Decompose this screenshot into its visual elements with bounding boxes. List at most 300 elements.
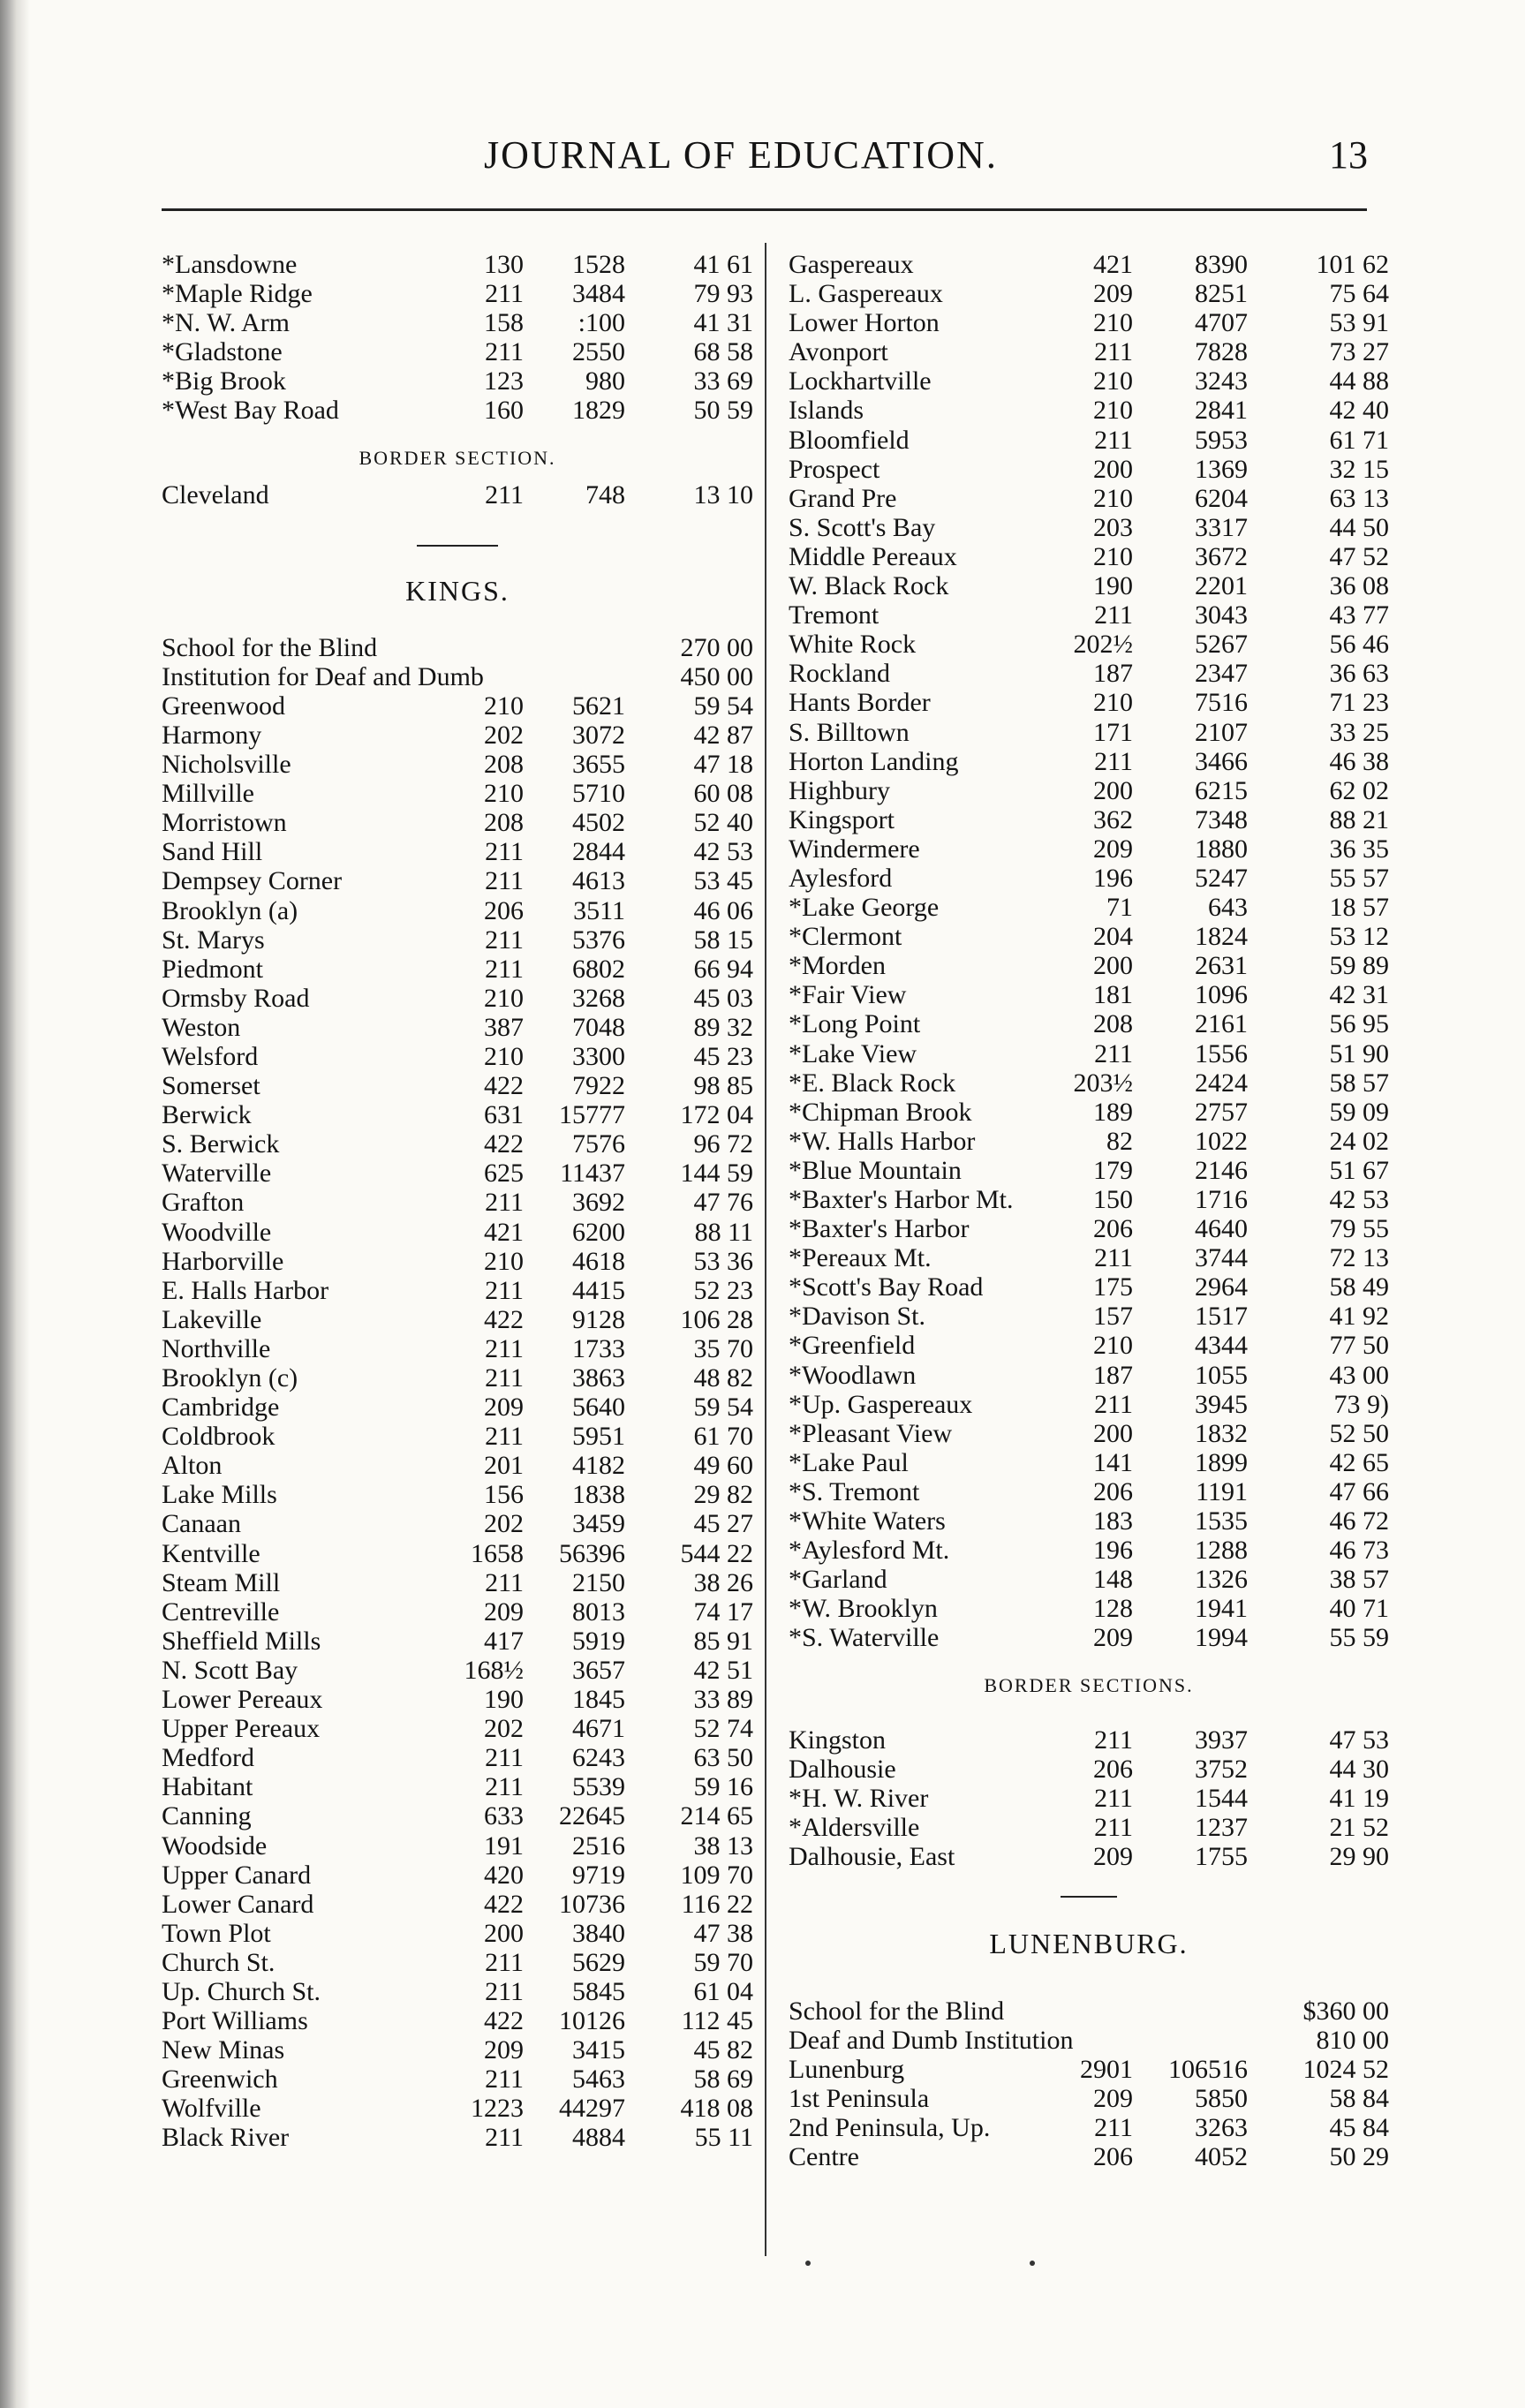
table-row (789, 1623, 1389, 1652)
table-row (162, 1334, 753, 1363)
attendance-days: 3511 (573, 895, 625, 925)
school-name: *Lansdowne (162, 250, 298, 279)
grant-amount: 45 03 (693, 983, 753, 1013)
school-name: S. Scott's Bay (789, 512, 936, 542)
days-taught: 209 (1093, 1623, 1133, 1653)
attendance-days: 2201 (1195, 571, 1248, 601)
grant-amount: 52 40 (693, 808, 753, 838)
left-border-heading: BORDER SECTION. (359, 446, 556, 469)
grant-amount: 18 57 (1329, 893, 1389, 923)
attendance-days: 56396 (559, 1538, 625, 1568)
school-name: Grand Pre (789, 483, 897, 513)
days-taught: 158 (484, 308, 524, 338)
table-row (162, 1861, 753, 1890)
days-taught: 208 (1093, 1009, 1133, 1039)
days-taught: 206 (1093, 1476, 1133, 1506)
table-row (789, 513, 1389, 542)
days-taught: 420 (484, 1860, 524, 1890)
school-name: *Clermont (789, 922, 902, 952)
attendance-days: 1556 (1195, 1038, 1248, 1068)
school-name: Brooklyn (a) (162, 895, 298, 925)
grant-amount: 38 13 (693, 1831, 753, 1861)
table-row (162, 279, 753, 308)
attendance-days: 5539 (572, 1772, 625, 1802)
days-taught: 387 (484, 1012, 524, 1042)
table-row (789, 1477, 1389, 1506)
school-name: *Lake George (789, 893, 940, 923)
attendance-days: :100 (578, 308, 625, 338)
days-taught: 417 (484, 1626, 524, 1656)
school-name: *Scott's Bay Road (789, 1272, 984, 1302)
attendance-days: 6215 (1195, 775, 1248, 805)
grant-amount: 89 32 (693, 1012, 753, 1042)
school-name: *H. W. River (789, 1783, 929, 1813)
attendance-days: 1829 (572, 396, 625, 426)
table-row (789, 1039, 1389, 1068)
school-name: Prospect (789, 454, 880, 484)
attendance-days: 3945 (1195, 1389, 1248, 1419)
table-row (162, 1393, 753, 1422)
attendance-days: 4618 (572, 1246, 625, 1276)
attendance-days: 7922 (572, 1071, 625, 1101)
table-row (162, 925, 753, 955)
grant-amount: 88 11 (694, 1217, 753, 1247)
school-name: *Gladstone (162, 337, 283, 367)
days-taught: 422 (484, 2006, 524, 2036)
table-row (162, 779, 753, 808)
days-taught: 633 (484, 1801, 524, 1831)
school-name: New Minas (162, 2035, 285, 2065)
grant-amount: 53 45 (693, 866, 753, 896)
attendance-days: 3072 (572, 720, 625, 750)
school-name: Northville (162, 1333, 271, 1363)
table-row (789, 776, 1389, 805)
days-taught: 625 (484, 1159, 524, 1189)
grant-amount: 45 23 (693, 1041, 753, 1071)
school-name: Hants Border (789, 688, 931, 718)
grant-amount: 13 10 (693, 479, 753, 510)
table-row (162, 1042, 753, 1071)
grant-amount: 47 53 (1329, 1725, 1389, 1755)
days-taught: 1658 (471, 1538, 524, 1568)
grant-amount: $360 00 (1302, 1996, 1389, 2026)
attendance-days: 10736 (559, 1889, 625, 1919)
right-column (789, 250, 1389, 2172)
days-taught: 189 (1093, 1097, 1133, 1127)
grant-amount: 36 08 (1329, 571, 1389, 601)
attendance-days: 5463 (572, 2065, 625, 2095)
grant-amount: 38 26 (693, 1567, 753, 1597)
days-taught: 128 (1093, 1594, 1133, 1624)
table-row (162, 984, 753, 1013)
school-name: *Chipman Brook (789, 1097, 972, 1127)
table-row (162, 691, 753, 721)
grant-amount: 116 22 (681, 1889, 753, 1919)
table-row (162, 250, 753, 279)
school-name: W. Black Rock (789, 571, 949, 601)
table-row (789, 1068, 1389, 1098)
school-name: Wolfville (162, 2094, 261, 2124)
days-taught: 211 (1094, 1812, 1133, 1842)
days-taught: 130 (484, 250, 524, 279)
days-taught: 202 (484, 1509, 524, 1539)
table-row (789, 2084, 1389, 2113)
grant-amount: 33 89 (693, 1685, 753, 1715)
attendance-days: 4502 (572, 808, 625, 838)
attendance-days: 1326 (1195, 1565, 1248, 1595)
days-taught: 202 (484, 720, 524, 750)
days-taught: 421 (484, 1217, 524, 1247)
grant-amount: 56 95 (1329, 1009, 1389, 1039)
attendance-days: 3657 (572, 1655, 625, 1685)
table-row (789, 1214, 1389, 1243)
school-name: Berwick (162, 1100, 252, 1130)
grant-amount: 60 08 (693, 779, 753, 809)
days-taught: 211 (485, 2123, 524, 2153)
school-name: *Davison St. (789, 1302, 926, 1332)
school-name: Black River (162, 2123, 290, 2153)
table-row (162, 1159, 753, 1188)
school-name: Tremont (789, 600, 880, 630)
attendance-days: 1755 (1195, 1841, 1248, 1871)
grant-amount: 58 69 (693, 2065, 753, 2095)
grant-amount: 56 46 (1329, 630, 1389, 660)
days-taught: 210 (1093, 366, 1133, 396)
days-taught: 211 (485, 1333, 524, 1363)
dot (805, 2261, 811, 2266)
grant-amount: 42 31 (1329, 980, 1389, 1010)
page-number: 13 (1329, 133, 1368, 177)
days-taught: 201 (484, 1451, 524, 1481)
school-name: Kentville (162, 1538, 260, 1568)
lunenburg-heading: LUNENBURG. (989, 1927, 1189, 1959)
attendance-days: 4344 (1195, 1331, 1248, 1361)
table-row (162, 1919, 753, 1948)
table-row (789, 1419, 1389, 1448)
school-name: *White Waters (789, 1506, 946, 1536)
attendance-days: 5953 (1195, 425, 1248, 455)
school-name: *Lake View (789, 1038, 917, 1068)
attendance-days: 3863 (572, 1363, 625, 1393)
grant-amount: 40 71 (1329, 1594, 1389, 1624)
school-name: *Blue Mountain (789, 1155, 962, 1185)
table-row (162, 1451, 753, 1480)
table-row (162, 1685, 753, 1714)
school-name: Rockland (789, 659, 890, 689)
attendance-days: 8390 (1195, 250, 1248, 279)
grant-amount: 58 15 (693, 925, 753, 955)
days-taught: 209 (1093, 2084, 1133, 2114)
school-name: Woodside (162, 1831, 268, 1861)
days-taught: 200 (1093, 1418, 1133, 1448)
table-row (162, 1247, 753, 1276)
grant-amount: 72 13 (1329, 1243, 1389, 1273)
page-edge-shadow (0, 0, 30, 2408)
school-name: Lake Mills (162, 1480, 277, 1510)
grant-amount: 42 51 (693, 1655, 753, 1685)
days-taught: 209 (484, 2035, 524, 2065)
table-row (789, 366, 1389, 396)
grant-amount: 172 04 (680, 1100, 753, 1130)
attendance-days: 1824 (1195, 922, 1248, 952)
attendance-days: 3744 (1195, 1243, 1248, 1273)
school-name: Piedmont (162, 954, 264, 984)
attendance-days: 5919 (572, 1626, 625, 1656)
attendance-days: 1832 (1195, 1418, 1248, 1448)
grant-amount: 21 52 (1329, 1812, 1389, 1842)
right-border-table (789, 1725, 1389, 1871)
days-taught: 123 (484, 366, 524, 396)
table-row (162, 2035, 753, 2065)
attendance-days: 5267 (1195, 630, 1248, 660)
attendance-days: 2516 (572, 1831, 625, 1861)
attendance-days: 1941 (1195, 1594, 1248, 1624)
grant-amount: 41 31 (693, 308, 753, 338)
table-row (789, 426, 1389, 455)
days-taught: 362 (1093, 804, 1133, 834)
table-row (162, 1013, 753, 1042)
section-dash (417, 545, 498, 547)
days-taught: 209 (484, 1393, 524, 1423)
school-name: Lunenburg (789, 2055, 905, 2085)
grant-amount: 45 84 (1329, 2113, 1389, 2143)
attendance-days: 3317 (1195, 512, 1248, 542)
table-row (162, 633, 753, 662)
grant-amount: 59 70 (693, 1947, 753, 1977)
school-name: Coldbrook (162, 1422, 276, 1452)
grant-amount: 53 91 (1329, 308, 1389, 338)
school-name: White Rock (789, 630, 917, 660)
school-name: S. Billtown (789, 717, 910, 747)
school-name: *Maple Ridge (162, 279, 313, 309)
attendance-days: 4182 (572, 1451, 625, 1481)
attendance-days: 3300 (572, 1041, 625, 1071)
days-taught: 190 (484, 1685, 524, 1715)
grant-amount: 47 52 (1329, 541, 1389, 571)
days-taught: 211 (1094, 425, 1133, 455)
grant-amount: 42 65 (1329, 1447, 1389, 1477)
attendance-days: 6243 (572, 1743, 625, 1773)
table-row (789, 1565, 1389, 1594)
table-row (162, 2006, 753, 2035)
attendance-days: 5376 (572, 925, 625, 955)
days-taught: 202 (484, 1714, 524, 1744)
table-row (162, 1218, 753, 1247)
school-name: *Woodlawn (789, 1360, 917, 1390)
table-row (162, 1188, 753, 1217)
school-name: Brooklyn (c) (162, 1363, 298, 1393)
attendance-days: 1899 (1195, 1447, 1248, 1477)
school-name: Aylesford (789, 863, 893, 893)
school-name: Deaf and Dumb Institution (789, 2026, 1074, 2056)
table-row (789, 747, 1389, 776)
table-row (789, 1331, 1389, 1360)
school-name: Avonport (789, 337, 888, 367)
school-name: Alton (162, 1451, 223, 1481)
table-row (789, 834, 1389, 864)
table-row (789, 1185, 1389, 1214)
school-name: Morristown (162, 808, 287, 838)
grant-amount: 52 50 (1329, 1418, 1389, 1448)
days-taught: 422 (484, 1129, 524, 1159)
school-name: Centre (789, 2142, 859, 2172)
days-taught: 181 (1093, 980, 1133, 1010)
attendance-days: 15777 (559, 1100, 625, 1130)
attendance-days: 2146 (1195, 1155, 1248, 1185)
section-dash (1061, 1896, 1117, 1898)
attendance-days: 8251 (1195, 279, 1248, 309)
table-row (789, 1302, 1389, 1331)
days-taught: 211 (1094, 2113, 1133, 2143)
days-taught: 204 (1093, 922, 1133, 952)
days-taught: 191 (484, 1831, 524, 1861)
attendance-days: 3484 (572, 279, 625, 309)
table-row (162, 808, 753, 837)
school-name: *E. Black Rock (789, 1068, 956, 1098)
table-row (162, 1509, 753, 1538)
school-name: Bloomfield (789, 425, 910, 455)
grant-amount: 33 69 (693, 366, 753, 396)
attendance-days: 9128 (572, 1304, 625, 1334)
grant-amount: 101 62 (1316, 250, 1389, 279)
school-name: Lower Canard (162, 1889, 314, 1919)
school-name: *Morden (789, 951, 886, 981)
grant-amount: 59 54 (693, 1393, 753, 1423)
days-taught: 211 (485, 1976, 524, 2006)
grant-amount: 41 92 (1329, 1302, 1389, 1332)
attendance-days: 4052 (1195, 2142, 1248, 2172)
days-taught: 210 (1093, 308, 1133, 338)
school-name: Port Williams (162, 2006, 308, 2036)
table-row (162, 1714, 753, 1743)
school-name: St. Marys (162, 925, 265, 955)
school-name: Middle Pereaux (789, 541, 957, 571)
grant-amount: 46 06 (693, 895, 753, 925)
grant-amount: 55 11 (694, 2123, 753, 2153)
table-row (162, 2065, 753, 2094)
attendance-days: 106516 (1168, 2055, 1248, 2085)
table-row (789, 2113, 1389, 2142)
school-name: Highbury (789, 775, 890, 805)
table-row (789, 484, 1389, 513)
grant-amount: 43 00 (1329, 1360, 1389, 1390)
grant-amount: 98 85 (693, 1071, 753, 1101)
attendance-days: 1022 (1195, 1126, 1248, 1156)
school-name: Dalhousie, East (789, 1841, 955, 1871)
table-row (162, 955, 753, 984)
days-taught: 183 (1093, 1506, 1133, 1536)
grant-amount: 44 88 (1329, 366, 1389, 396)
attendance-days: 3655 (572, 750, 625, 780)
grant-amount: 96 72 (693, 1129, 753, 1159)
attendance-days: 2150 (572, 1567, 625, 1597)
attendance-days: 1191 (1196, 1476, 1248, 1506)
table-row (789, 1755, 1389, 1784)
days-taught: 171 (1093, 717, 1133, 747)
school-name: Canaan (162, 1509, 241, 1539)
days-taught: 209 (1093, 279, 1133, 309)
grant-amount: 79 55 (1329, 1214, 1389, 1244)
attendance-days: 3692 (572, 1188, 625, 1218)
days-taught: 210 (484, 983, 524, 1013)
attendance-days: 4671 (572, 1714, 625, 1744)
school-name: *N. W. Arm (162, 308, 291, 338)
grant-amount: 55 59 (1329, 1623, 1389, 1653)
table-row (789, 688, 1389, 717)
attendance-days: 3466 (1195, 746, 1248, 776)
table-row (789, 1784, 1389, 1813)
school-name: Islands (789, 396, 864, 426)
grant-amount: 45 27 (693, 1509, 753, 1539)
grant-amount: 58 84 (1329, 2084, 1389, 2114)
attendance-days: 2964 (1195, 1272, 1248, 1302)
table-row (789, 308, 1389, 337)
days-taught: 190 (1093, 571, 1133, 601)
grant-amount: 42 53 (1329, 1185, 1389, 1214)
attendance-days: 5640 (572, 1393, 625, 1423)
school-name: Somerset (162, 1071, 260, 1101)
school-name: *Baxter's Harbor Mt. (789, 1185, 1014, 1214)
table-row (162, 1363, 753, 1393)
days-taught: 206 (1093, 2142, 1133, 2172)
days-taught: 211 (485, 1567, 524, 1597)
table-row (789, 1997, 1389, 2026)
attendance-days: 22645 (559, 1801, 625, 1831)
grant-amount: 810 00 (1316, 2026, 1389, 2056)
days-taught: 82 (1106, 1126, 1133, 1156)
days-taught: 211 (1094, 746, 1133, 776)
table-row (789, 980, 1389, 1009)
days-taught: 210 (484, 691, 524, 721)
grant-amount: 109 70 (680, 1860, 753, 1890)
grant-amount: 58 49 (1329, 1272, 1389, 1302)
school-name: Gaspereaux (789, 250, 914, 279)
table-row (162, 721, 753, 750)
days-taught: 156 (484, 1480, 524, 1510)
table-row (789, 805, 1389, 834)
table-row (789, 600, 1389, 630)
attendance-days: 2844 (572, 837, 625, 867)
table-row (789, 1361, 1389, 1390)
table-row (162, 866, 753, 895)
days-taught: 200 (1093, 951, 1133, 981)
table-row (789, 659, 1389, 688)
attendance-days: 1994 (1195, 1623, 1248, 1653)
days-taught: 203½ (1073, 1068, 1133, 1098)
days-taught: 175 (1093, 1272, 1133, 1302)
grant-amount: 45 82 (693, 2035, 753, 2065)
school-name: Welsford (162, 1041, 259, 1071)
school-name: *Long Point (789, 1009, 921, 1039)
grant-amount: 59 54 (693, 691, 753, 721)
grant-amount: 61 70 (693, 1422, 753, 1452)
attendance-days: 9719 (572, 1860, 625, 1890)
table-row (789, 2026, 1389, 2055)
grant-amount: 52 23 (693, 1275, 753, 1305)
days-taught: 1223 (471, 2094, 524, 2124)
attendance-days: 3415 (572, 2035, 625, 2065)
table-row (789, 1243, 1389, 1272)
table-row (789, 893, 1389, 922)
days-taught: 210 (484, 1246, 524, 1276)
days-taught: 211 (1094, 1243, 1133, 1273)
grant-amount: 88 21 (1329, 804, 1389, 834)
table-row (162, 1305, 753, 1334)
school-name: E. Halls Harbor (162, 1275, 329, 1305)
days-taught: 206 (484, 895, 524, 925)
attendance-days: 7576 (572, 1129, 625, 1159)
days-taught: 211 (485, 2065, 524, 2095)
